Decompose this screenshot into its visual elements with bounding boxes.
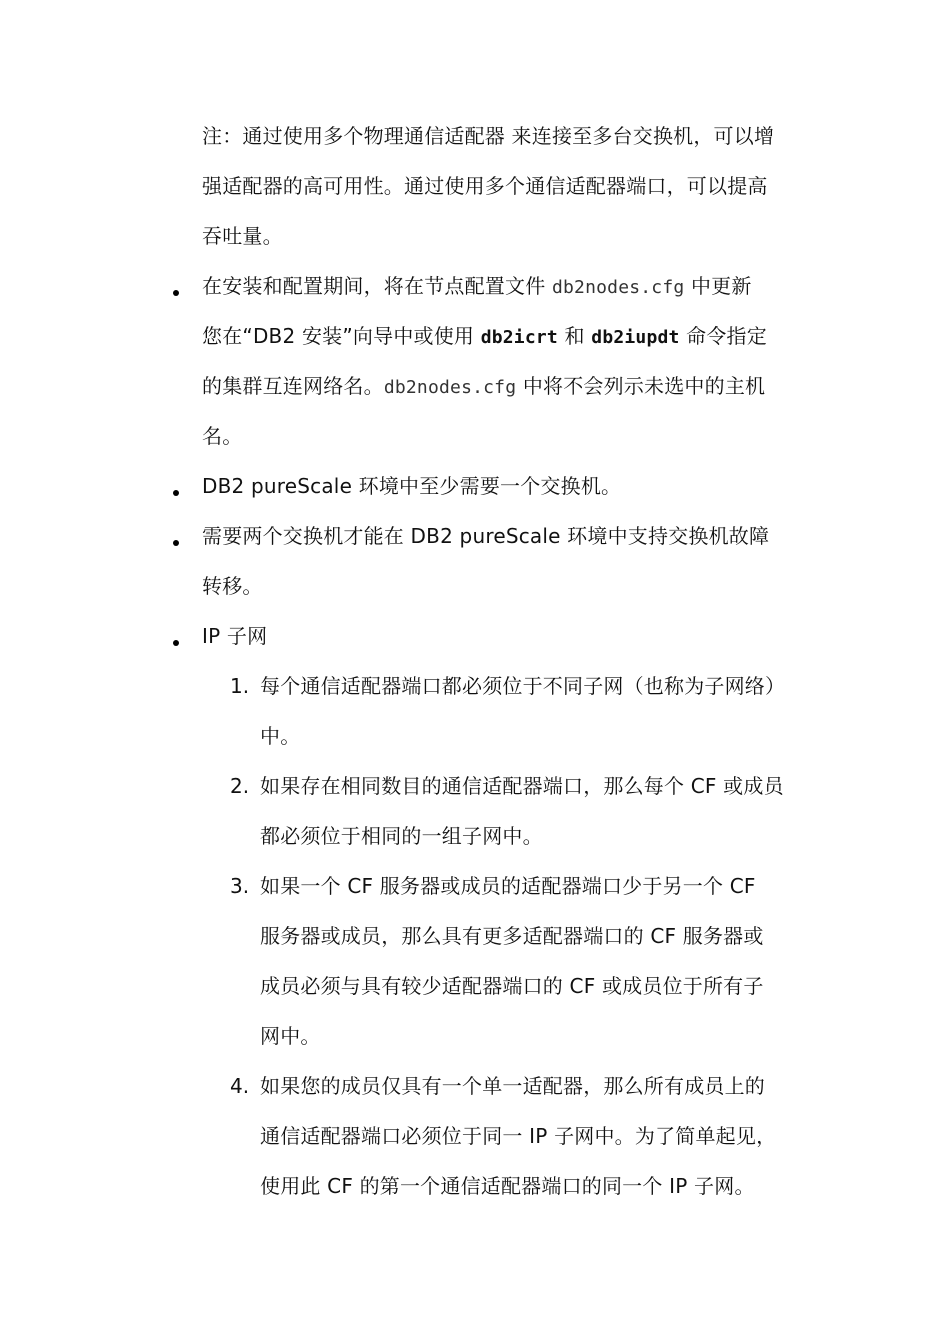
command-db2iupdt: db2iupdt bbox=[591, 327, 680, 348]
bullet-icon bbox=[173, 290, 179, 296]
list-number: 4. bbox=[230, 1074, 250, 1098]
list-item-3-line-4: 网中。 bbox=[260, 1024, 321, 1048]
bullet1-line-3 bbox=[202, 374, 765, 400]
filename: db2nodes.cfg bbox=[383, 377, 517, 398]
bullet-icon bbox=[173, 540, 179, 546]
list-number: 3. bbox=[230, 874, 250, 898]
list-item-1-line-1: 每个通信适配器端口都必须位于不同子网（也称为子网络） bbox=[260, 674, 786, 698]
bullet4-line-1: IP 子网 bbox=[202, 624, 268, 648]
bullet2-line-1: DB2 pureScale 环境中至少需要一个交换机。 bbox=[202, 474, 622, 498]
note-line-1: 注：通过使用多个物理通信适配器 来连接至多台交换机，可以增 bbox=[202, 124, 775, 148]
bullet1-line-2 bbox=[202, 324, 767, 350]
list-item-3-line-3: 成员必须与具有较少适配器端口的 CF 或成员位于所有子 bbox=[260, 974, 764, 998]
bullet3-line-2: 转移。 bbox=[202, 574, 263, 598]
command-db2icrt: db2icrt bbox=[480, 327, 558, 348]
bullet3-line-1: 需要两个交换机才能在 DB2 pureScale 环境中支持交换机故障 bbox=[202, 524, 770, 548]
text: 在安装和配置期间，将在节点配置文件 bbox=[202, 274, 552, 298]
list-item-2-line-1: 如果存在相同数目的通信适配器端口，那么每个 CF 或成员 bbox=[260, 774, 784, 798]
list-item-3-line-2: 服务器或成员，那么具有更多适配器端口的 CF 服务器或 bbox=[260, 924, 764, 948]
list-item-2-line-2: 都必须位于相同的一组子网中。 bbox=[260, 824, 543, 848]
bullet-icon bbox=[173, 640, 179, 646]
list-item-3-line-1: 如果一个 CF 服务器或成员的适配器端口少于另一个 CF bbox=[260, 874, 756, 898]
list-number: 2. bbox=[230, 774, 250, 798]
list-item-4-line-2: 通信适配器端口必须位于同一 IP 子网中。为了简单起见， bbox=[260, 1124, 777, 1148]
list-item-4-line-3: 使用此 CF 的第一个通信适配器端口的同一个 IP 子网。 bbox=[260, 1174, 755, 1198]
list-item-1-line-2: 中。 bbox=[260, 724, 301, 748]
text: 的集群互连网络名。 bbox=[202, 374, 384, 398]
note-line-3: 吞吐量。 bbox=[202, 224, 283, 248]
filename: db2nodes.cfg bbox=[551, 277, 685, 298]
bullet-icon bbox=[173, 490, 179, 496]
text: 中将不会列示未选中的主机 bbox=[516, 374, 766, 398]
bullet1-line-1 bbox=[202, 274, 752, 300]
note-line-2: 强适配器的高可用性。通过使用多个通信适配器端口，可以提高 bbox=[202, 174, 768, 198]
text: 您在“DB2 安装”向导中或使用 bbox=[202, 324, 481, 348]
list-item-4-line-1: 如果您的成员仅具有一个单一适配器，那么所有成员上的 bbox=[260, 1074, 765, 1098]
text: 命令指定 bbox=[679, 324, 767, 348]
list-number: 1. bbox=[230, 674, 250, 698]
text: 中更新 bbox=[684, 274, 752, 298]
text: 和 bbox=[557, 324, 592, 348]
bullet1-line-4: 名。 bbox=[202, 424, 243, 448]
